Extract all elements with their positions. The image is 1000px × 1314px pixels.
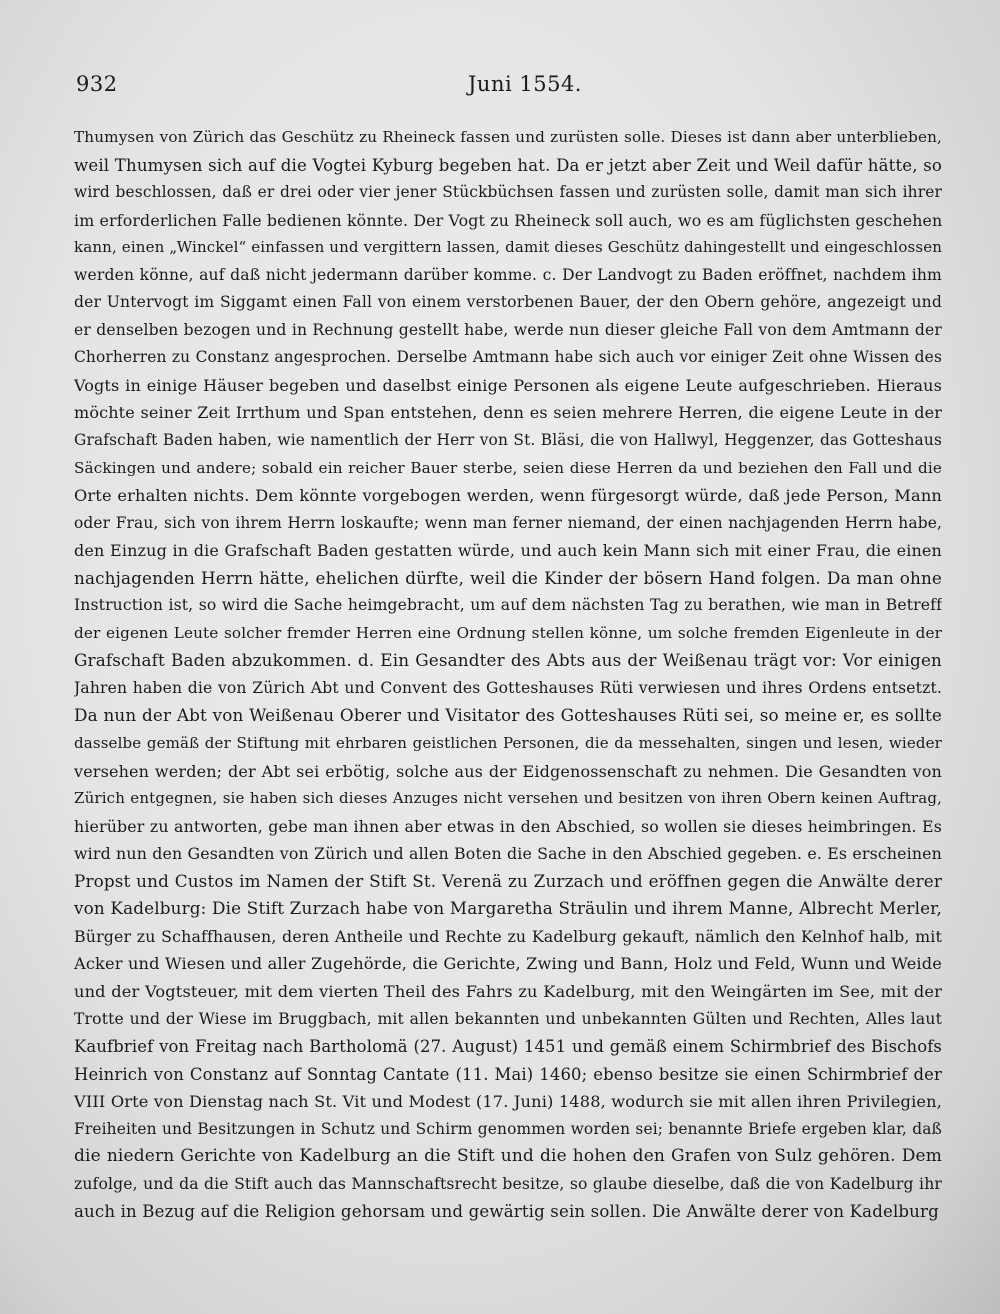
text-line: Da nun der Abt von Weißenau Oberer und Visitator des Gotteshauses Rüti sei, so meine er, es sollte: [74, 705, 942, 726]
text-line: oder Frau, sich von ihrem Herrn loskaufte; wenn man ferner niemand, der einen nachjagenden Herrn habe,: [74, 513, 942, 532]
text-line: wird beschlossen, daß er drei oder vier jener Stückbüchsen fassen und zurüsten solle, damit man sich ihrer: [74, 183, 942, 202]
page-number: 932: [76, 72, 118, 96]
text-line: versehen werden; der Abt sei erbötig, solche aus der Eidgenossenschaft zu nehmen. Die Gesandten von: [74, 761, 942, 781]
text-line: die niedern Gerichte von Kadelburg an die Stift und die hohen den Grafen von Sulz gehören. Dem: [74, 1146, 942, 1167]
text-line: und der Vogtsteuer, mit dem vierten Theil des Fahrs zu Kadelburg, mit den Weingärten im See, mit der: [74, 981, 942, 1001]
text-line: von Kadelburg: Die Stift Zurzach habe von Margaretha Sträulin und ihrem Manne, Albrecht Merler,: [74, 898, 942, 919]
text-line: dasselbe gemäß der Stiftung mit ehrbaren geistlichen Personen, die da messehalten, singen und lesen, wieder: [74, 734, 942, 753]
text-line: kann, einen „Winckel“ einfassen und vergittern lassen, damit dieses Geschütz dahingestellt und eingeschlossen: [74, 238, 942, 257]
text-line: werden könne, auf daß nicht jedermann darüber komme. c. Der Landvogt zu Baden eröffnet, nachdem ihm: [74, 265, 942, 284]
text-line: er denselben bezogen und in Rechnung gestellt habe, werde nun dieser gleiche Fall von dem Amtmann der: [74, 320, 942, 339]
text-line: wird nun den Gesandten von Zürich und allen Boten die Sache in den Abschied gegeben. e. Es erscheinen: [74, 844, 942, 864]
text-line: weil Thumysen sich auf die Vogtei Kyburg begeben hat. Da er jetzt aber Zeit und Weil dafür hätte, so: [74, 155, 942, 175]
text-line: Vogts in einige Häuser begeben und daselbst einige Personen als eigene Leute aufgeschrieben. Hieraus: [74, 375, 942, 395]
text-line: Grafschaft Baden haben, wie namentlich der Herr von St. Bläsi, die von Hallwyl, Heggenzer, das Gotteshaus: [74, 431, 942, 450]
text-line: im erforderlichen Falle bedienen könnte. Der Vogt zu Rheineck soll auch, wo es am füglichsten geschehen: [74, 210, 942, 230]
text-line: Bürger zu Schaffhausen, deren Antheile und Rechte zu Kadelburg gekauft, nämlich den Kelnhof halb, mit: [74, 926, 942, 946]
text-line: Heinrich von Constanz auf Sonntag Cantate (11. Mai) 1460; ebenso besitze sie einen Schirmbrief der: [74, 1064, 942, 1084]
text-line: hierüber zu antworten, gebe man ihnen aber etwas in den Abschied, so wollen sie dieses heimbringen. Es: [74, 816, 942, 836]
text-line: Trotte und der Wiese im Bruggbach, mit allen bekannten und unbekannten Gülten und Rechten, Alles laut: [74, 1009, 942, 1028]
text-line: Acker und Wiesen und aller Zugehörde, die Gerichte, Zwing und Bann, Holz und Feld, Wunn und Weide: [74, 954, 942, 974]
text-line: Zürich entgegnen, sie haben sich dieses Anzuges nicht versehen und besitzen von ihren Obern keinen Auftrag,: [74, 789, 942, 808]
text-line: möchte seiner Zeit Irrthum und Span entstehen, denn es seien mehrere Herren, die eigene Leute in der: [74, 403, 942, 423]
text-line: der eigenen Leute solcher fremder Herren eine Ordnung stellen könne, um solche fremden Eigenleute in der: [74, 623, 942, 642]
text-line: Freiheiten und Besitzungen in Schutz und Schirm genommen worden sei; benannte Briefe ergeben klar, daß: [74, 1119, 942, 1138]
text-line: Kaufbrief von Freitag nach Bartholomä (27. August) 1451 und gemäß einem Schirmbrief des Bischofs: [74, 1037, 942, 1057]
text-line: Orte erhalten nichts. Dem könnte vorgebogen werden, wenn fürgesorgt würde, daß jede Person, Mann: [74, 486, 942, 506]
running-title: Juni 1554.: [468, 72, 582, 96]
text-line: zufolge, und da die Stift auch das Mannschaftsrecht besitze, so glaube dieselbe, daß die von Kadelburg ihr: [74, 1174, 942, 1193]
body-text: [74, 124, 942, 1226]
text-line: Thumysen von Zürich das Geschütz zu Rheineck fassen und zurüsten solle. Dieses ist dann aber unterblieben,: [74, 128, 942, 146]
text-line: Grafschaft Baden abzukommen. d. Ein Gesandter des Abts aus der Weißenau trägt vor: Vor einigen: [74, 650, 942, 671]
text-line: VIII Orte von Dienstag nach St. Vit und Modest (17. Juni) 1488, wodurch sie mit allen ihren Privilegien,: [74, 1092, 942, 1112]
text-line: der Untervogt im Siggamt einen Fall von einem verstorbenen Bauer, der den Obern gehöre, angezeigt und: [74, 293, 942, 312]
text-line: Instruction ist, so wird die Sache heimgebracht, um auf dem nächsten Tag zu berathen, wie man in Betreff: [74, 596, 942, 615]
text-line: Säckingen und andere; sobald ein reicher Bauer sterbe, seien diese Herren da und beziehen den Fall und die: [74, 458, 942, 477]
text-line: Chorherren zu Constanz angesprochen. Derselbe Amtmann habe sich auch vor einiger Zeit ohne Wissen des: [74, 348, 942, 367]
text-line: Jahren haben die von Zürich Abt und Convent des Gotteshauses Rüti verwiesen und ihres Ordens entsetzt.: [74, 678, 942, 697]
text-line: den Einzug in die Grafschaft Baden gestatten würde, und auch kein Mann sich mit einer Frau, die einen: [74, 541, 942, 561]
text-line: nachjagenden Herrn hätte, ehelichen dürfte, weil die Kinder der bösern Hand folgen. Da man ohne: [74, 567, 942, 588]
text-line: auch in Bezug auf die Religion gehorsam und gewärtig sein sollen. Die Anwälte derer von Kadelburg: [74, 1202, 939, 1222]
text-line: Propst und Custos im Namen der Stift St. Verenä zu Zurzach und eröffnen gegen die Anwälte derer: [74, 870, 942, 891]
running-head: [76, 72, 936, 102]
